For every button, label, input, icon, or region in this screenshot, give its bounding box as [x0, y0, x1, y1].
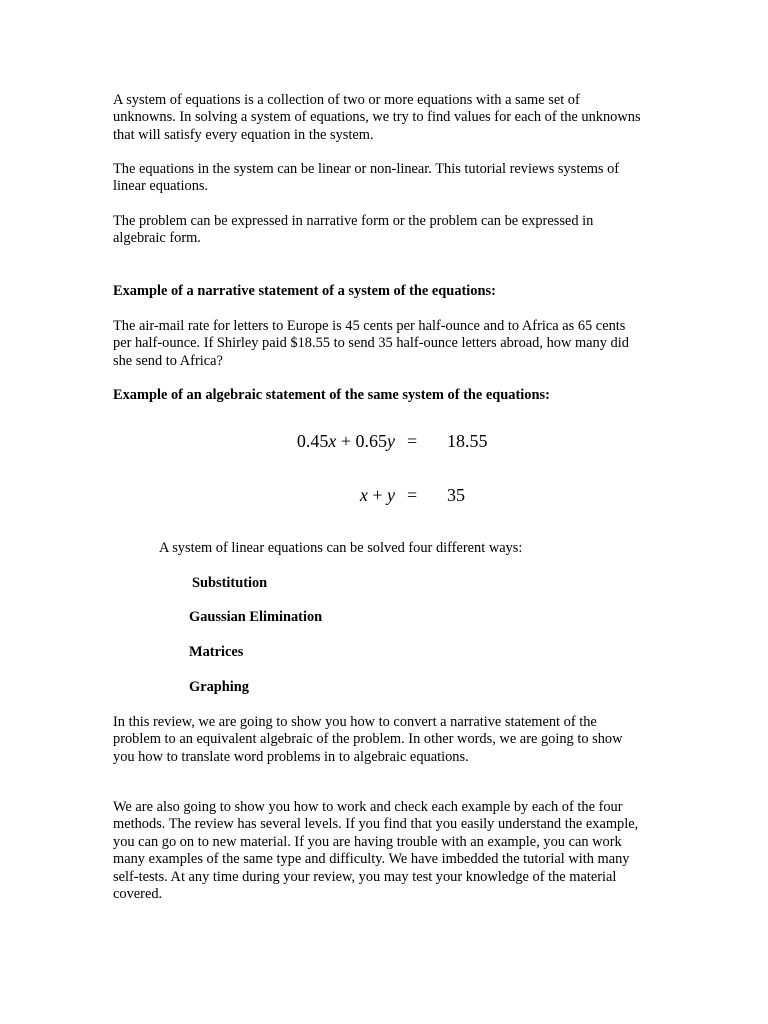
- equation-2-equals: =: [407, 485, 418, 505]
- equation-2: [165, 484, 525, 508]
- closing-paragraph-1: In this review, we are going to show you how to convert a narrative statement of the problem to an equivalent algebraic of the problem. In other words, we are going to show you how to translate word problems in to algebraic equations.: [113, 714, 623, 765]
- method-gaussian-elimination: Gaussian Elimination: [189, 609, 323, 625]
- closing-paragraph-2: We are also going to show you how to work and check each example by each of the four methods. The review has several levels. If you find that you easily understand the example, you can go on to new material. If you are having trouble with an example, you can work many examples of the same type and difficulty. We have imbedded the tutorial with many self-tests. At any time during your review, you may test your knowledge of the material covered.: [113, 799, 639, 903]
- intro-paragraph-1: A system of equations is a collection of two or more equations with a same set of unknowns. In solving a system of equations, we try to find values for each of the unknowns that will satisfy every equation in the system.: [113, 92, 641, 143]
- intro-paragraph-3: The problem can be expressed in narrative form or the problem can be expressed in algebraic form.: [113, 213, 594, 247]
- method-matrices: Matrices: [189, 644, 244, 660]
- equation-2-lhs: x + y: [359, 485, 395, 505]
- equation-1-equals: =: [407, 431, 418, 451]
- methods-intro: A system of linear equations can be solved four different ways:: [159, 540, 523, 556]
- method-graphing: Graphing: [189, 679, 249, 695]
- equation-1: [165, 430, 525, 454]
- intro-paragraph-2: The equations in the system can be linear or non-linear. This tutorial reviews systems of linear equations.: [113, 161, 620, 195]
- equation-2-rhs: 35: [447, 485, 465, 505]
- narrative-problem: The air-mail rate for letters to Europe is 45 cents per half-ounce and to Africa as 65 cents per half-ounce. If Shirley paid $18.55 to send 35 half-ounce letters abroad, how many did she send to Africa?: [113, 318, 629, 369]
- equation-1-lhs: 0.45x + 0.65y: [296, 431, 395, 451]
- method-substitution: Substitution: [192, 575, 268, 591]
- narrative-heading: Example of a narrative statement of a system of the equations:: [113, 283, 496, 299]
- equation-1-rhs: 18.55: [447, 431, 488, 451]
- algebraic-heading: Example of an algebraic statement of the same system of the equations:: [113, 387, 550, 403]
